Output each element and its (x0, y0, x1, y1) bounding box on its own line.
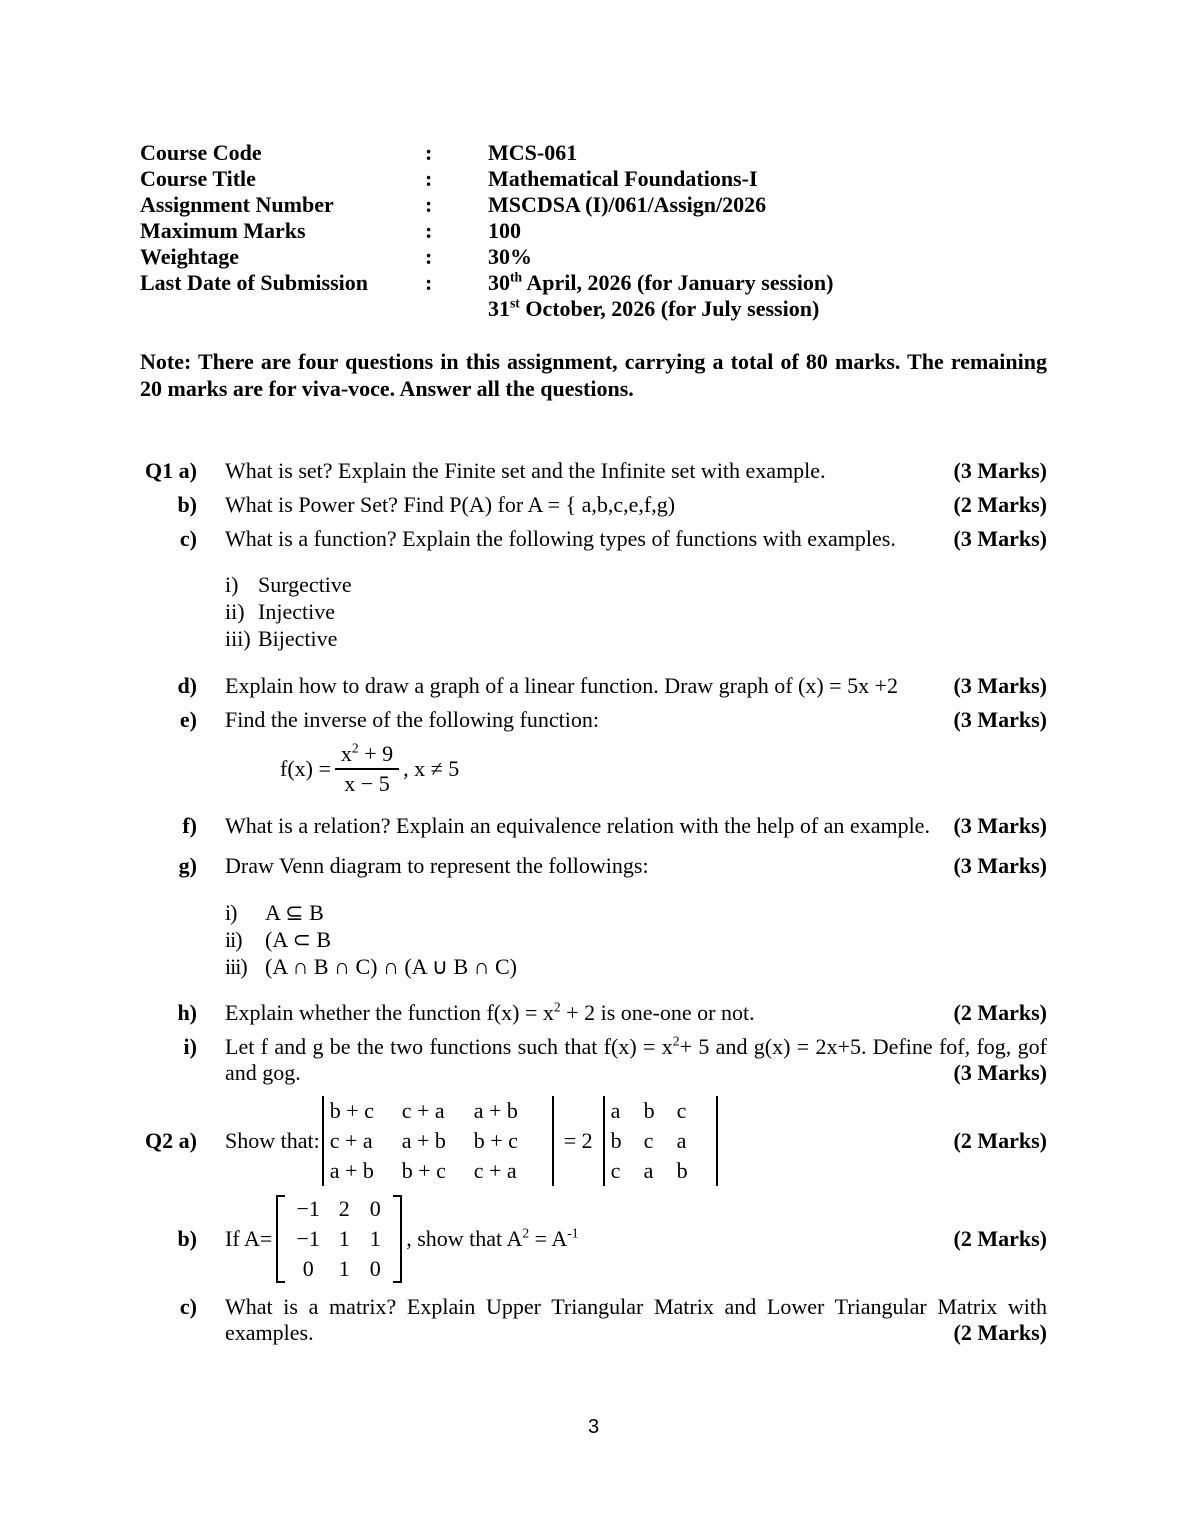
list-numeral: iii) (225, 626, 251, 651)
list-item-text: Injective (258, 599, 335, 624)
venn-expressions-list (225, 899, 1047, 980)
question-label: f) (182, 813, 197, 838)
formula-condition: , x ≠ 5 (403, 756, 460, 781)
questions-section (140, 458, 1047, 1346)
question-label: d) (177, 673, 197, 698)
question-q1f (140, 813, 1047, 839)
list-numeral: iii) (225, 954, 247, 979)
matrix-a: −1 2 0 −1 1 1 0 1 0 (276, 1194, 402, 1284)
marks-badge: (3 Marks) (953, 673, 1047, 698)
question-q1i (140, 1034, 1047, 1086)
question-text: What is Power Set? Find P(A) for A = { a,b,c,e,f,g) (225, 492, 676, 517)
meta-colon: : (425, 218, 433, 243)
equation-lead: If A= (225, 1226, 273, 1251)
marks-badge: (2 Marks) (953, 1000, 1047, 1025)
list-item-text: Surgective (258, 572, 352, 597)
question-label: Q2 a) (145, 1128, 197, 1153)
meta-label: Course Code (140, 140, 262, 165)
meta-colon: : (425, 166, 433, 191)
marks-badge: (2 Marks) (953, 1226, 1047, 1251)
set-expression: (A ∩ B ∩ C) ∩ (A ∪ B ∩ C) (265, 954, 518, 979)
list-item (225, 571, 1047, 598)
list-numeral: i) (225, 900, 237, 925)
question-label: Q1 a) (145, 458, 197, 483)
marks-badge: (2 Marks) (953, 492, 1047, 517)
question-label: i) (183, 1034, 197, 1059)
question-text: What is a function? Explain the following types of functions with examples. (225, 526, 896, 551)
question-label: h) (177, 1000, 197, 1025)
question-label: c) (179, 526, 197, 551)
meta-value: MSCDSA (I)/061/Assign/2026 (488, 192, 767, 217)
equals-sign: = 2 (563, 1128, 593, 1153)
formula-lhs: f(x) = (280, 756, 331, 781)
question-text: Draw Venn diagram to represent the followings: (225, 853, 649, 878)
meta-row-course-code (140, 140, 1047, 166)
equation-lead: Show that: (225, 1128, 320, 1153)
meta-label: Last Date of Submission (140, 270, 368, 295)
question-q1b (140, 492, 1047, 518)
meta-value: MCS-061 (488, 140, 578, 165)
question-q2b (140, 1194, 1047, 1284)
set-expression: A ⊆ B (265, 900, 324, 925)
determinant-equation (225, 1096, 1047, 1186)
question-label: b) (177, 1226, 197, 1251)
marks-badge: (2 Marks) (953, 1320, 1047, 1345)
list-item-text: Bijective (258, 626, 338, 651)
meta-row-weightage (140, 244, 1047, 270)
question-text: What is a matrix? Explain Upper Triangular Matrix and Lower Triangular Matrix with examples. (225, 1294, 1047, 1345)
question-q1d (140, 673, 1047, 699)
fraction-numerator: $x^2 + 9$ (340, 740, 394, 766)
meta-colon: : (425, 244, 433, 269)
assignment-meta (140, 140, 1047, 322)
marks-badge: (3 Marks) (953, 458, 1047, 483)
meta-colon: : (425, 192, 433, 217)
list-numeral: ii) (225, 927, 242, 952)
meta-row-last-date (140, 270, 1047, 322)
question-q2c (140, 1294, 1047, 1346)
meta-colon: : (425, 270, 433, 295)
matrix-equation (225, 1194, 1047, 1284)
marks-badge: (2 Marks) (953, 1128, 1047, 1153)
meta-value: 30% (488, 244, 532, 269)
marks-badge: (3 Marks) (953, 526, 1047, 551)
question-label: g) (178, 853, 197, 878)
list-item (225, 598, 1047, 625)
list-item (225, 953, 1047, 980)
equation-tail: , show that $A^2 = A^{-1}$ (406, 1225, 579, 1251)
question-text: Find the inverse of the following function: (225, 707, 599, 732)
marks-badge: (3 Marks) (953, 707, 1047, 732)
list-item (225, 625, 1047, 652)
formula-fraction (335, 741, 399, 797)
marks-badge: (3 Marks) (953, 853, 1047, 878)
submission-date-july: 31st October, 2026 (for July session) (488, 295, 820, 321)
question-q1a (140, 458, 1047, 484)
question-text: Explain how to draw a graph of a linear function. Draw graph of (x) = 5x +2 (225, 673, 898, 698)
marks-badge: (3 Marks) (953, 1060, 1047, 1085)
fraction-denominator: x − 5 (335, 768, 399, 797)
note-paragraph: Note: There are four questions in this assignment, carrying a total of 80 marks. The remaining 20 marks are for viva-voce. Answer all the questions. (140, 349, 1047, 401)
question-label: e) (179, 707, 197, 732)
meta-label: Course Title (140, 166, 256, 191)
meta-colon: : (425, 140, 433, 165)
list-numeral: ii) (225, 599, 245, 624)
question-text: What is set? Explain the Finite set and the Infinite set with example. (225, 458, 826, 483)
meta-row-maximum-marks (140, 218, 1047, 244)
set-expression: (A ⊂ B (265, 927, 332, 952)
inverse-function-formula (280, 741, 1047, 797)
meta-row-assignment-number (140, 192, 1047, 218)
question-q1c (140, 526, 1047, 552)
list-item (225, 926, 1047, 953)
list-item (225, 899, 1047, 926)
question-text: What is a relation? Explain an equivalence relation with the help of an example. (225, 813, 930, 838)
list-numeral: i) (225, 572, 239, 597)
submission-date-january: 30th April, 2026 (for January session) (488, 269, 834, 295)
meta-value (488, 270, 1047, 322)
determinant-right: a b c b c a c a b (603, 1096, 718, 1186)
meta-label: Assignment Number (140, 192, 334, 217)
marks-badge: (3 Marks) (953, 813, 1047, 838)
page-number: 3 (587, 1416, 600, 1438)
meta-value: 100 (488, 218, 521, 243)
question-text: Let f and g be the two functions such that $f(x) = x^2+ 5$ and g(x) = 2x+5. Define fof, fog, gof and gog. (225, 1033, 1047, 1085)
question-q1h (140, 1000, 1047, 1026)
meta-label: Weightage (140, 244, 239, 269)
question-label: b) (177, 492, 197, 517)
meta-label: Maximum Marks (140, 218, 306, 243)
meta-value: Mathematical Foundations-I (488, 166, 758, 191)
meta-row-course-title (140, 166, 1047, 192)
function-types-list (225, 571, 1047, 652)
question-q1g (140, 853, 1047, 879)
question-text: Explain whether the function $f(x) = x^2 + 2$ is one-one or not. (225, 999, 755, 1025)
determinant-left: b + c c + a a + b c + a a + b b + c a + b b + c c + a (322, 1096, 554, 1186)
question-label: c) (179, 1294, 197, 1319)
question-q1e (140, 707, 1047, 733)
question-q2a (140, 1096, 1047, 1186)
